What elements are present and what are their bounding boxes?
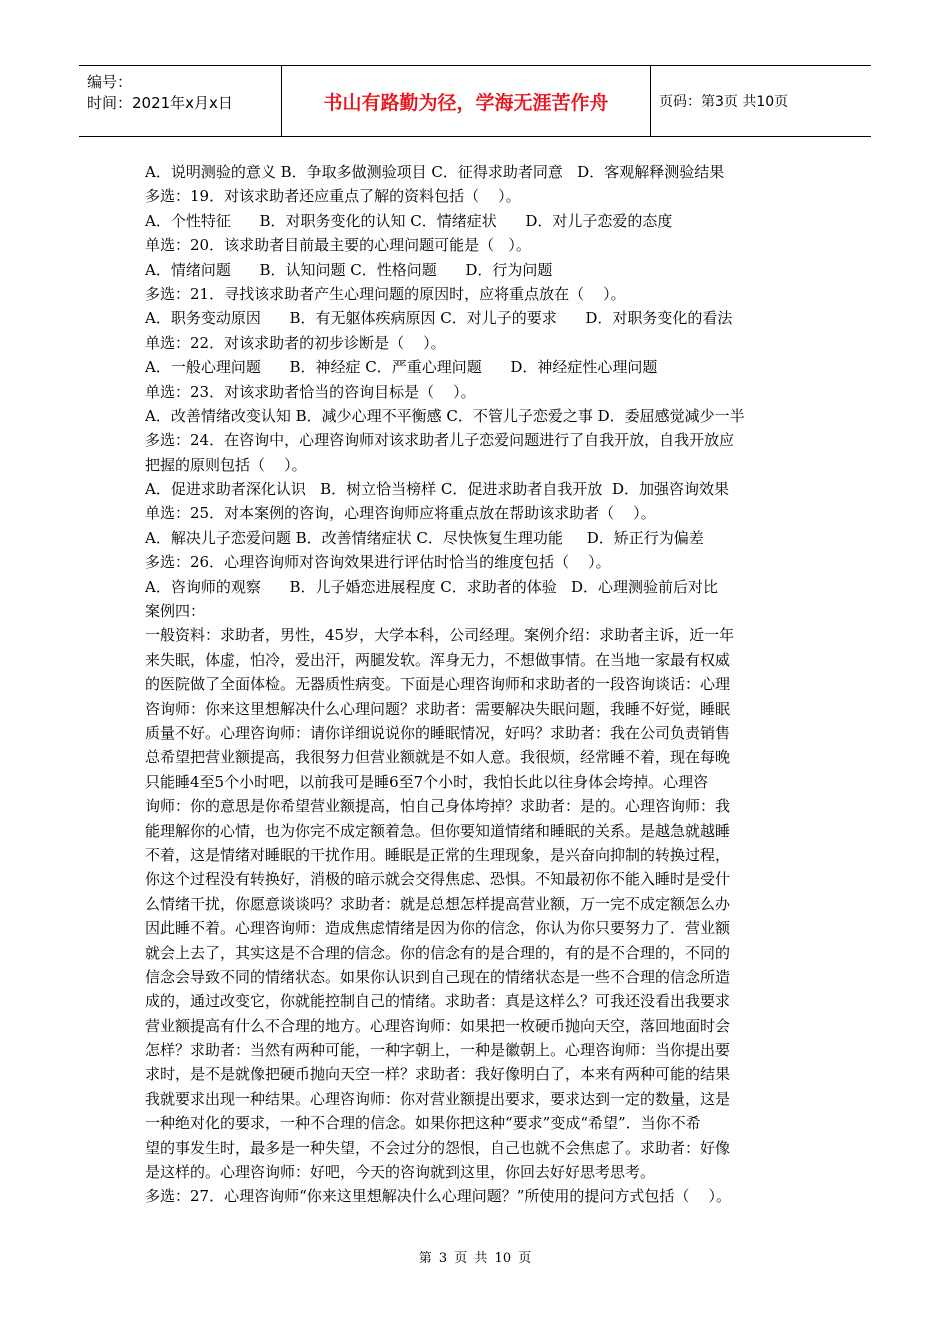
text-line: A．职务变动原因 B．有无躯体疾病原因 C．对儿子的要求 D．对职务变化的看法	[145, 309, 733, 328]
text-line: 总希望把营业额提高，我很努力但营业额就是不如人意。我很烦，经常睡不着，现在每晚	[145, 748, 731, 767]
text-line: 单选：23．对该求助者恰当的咨询目标是（ ）。	[145, 382, 476, 401]
text-line: 一种绝对化的要求，一种不合理的信念。如果你把这种“要求”变成“希望”．当你不希	[145, 1114, 701, 1133]
text-line: 求时，是不是就像把硬币抛向天空一样？求助者：我好像明白了，本来有两种可能的结果	[145, 1065, 731, 1084]
header-motto: 书山有路勤为径，学海无涯苦作舟	[282, 66, 651, 136]
text-line: 案例四：	[145, 602, 206, 621]
text-line: A．一般心理问题 B．神经症 C．严重心理问题 D．神经症性心理问题	[145, 358, 658, 377]
text-line: A．解决儿子恋爱问题 B．改善情绪症状 C．尽快恢复生理功能 D．矫正行为偏差	[145, 528, 704, 547]
text-line: 能理解你的心情，也为你完不成定额着急。但你要知道情绪和睡眠的关系。是越急就越睡	[145, 821, 731, 840]
text-line: 望的事发生时，最多是一种失望，不会过分的怨恨，自己也就不会焦虑了。求助者：好像	[145, 1138, 731, 1157]
text-line: 怎样？求助者：当然有两种可能，一种字朝上，一种是徽朝上。心理咨询师：当你提出要	[145, 1041, 731, 1060]
text-line: 单选：20．该求助者目前最主要的心理问题可能是（ ）。	[145, 236, 531, 255]
text-line: 询师：你的意思是你希望营业额提高，怕自己身体垮掉？求助者：是的。心理咨询师：我	[145, 797, 731, 816]
page-header	[79, 65, 871, 137]
text-line: 的医院做了全面体检。无器质性病变。下面是心理咨询师和求助者的一段咨询谈话：心理	[145, 675, 731, 694]
text-line: A．咨询师的观察 B．儿子婚恋进展程度 C．求助者的体验 D．心理测验前后对比	[145, 577, 719, 596]
text-line: 多选：21．寻找该求助者产生心理问题的原因时，应将重点放在（ ）。	[145, 284, 626, 303]
text-line: 是这样的。心理咨询师：好吧，今天的咨询就到这里，你回去好好思考思考。	[145, 1163, 656, 1182]
text-line: 多选：26．心理咨询师对咨询效果进行评估时恰当的维度包括（ ）。	[145, 553, 611, 572]
text-line: 就会上去了，其实这是不合理的信念。你的信念有的是合理的，有的是不合理的，不同的	[145, 943, 731, 962]
text-line: A．情绪问题 B．认知问题 C．性格问题 D．行为问题	[145, 260, 553, 279]
text-line: 把握的原则包括（ ）。	[145, 455, 307, 474]
text-line: 因此睡不着。心理咨询师：造成焦虑情绪是因为你的信念，你认为你只要努力了．营业额	[145, 919, 731, 938]
text-line: 信念会导致不同的情绪状态。如果你认识到自己现在的情绪状态是一些不合理的信念所造	[145, 967, 731, 986]
text-line: 单选：25．对本案例的咨询，心理咨询师应将重点放在帮助该求助者（ ）。	[145, 504, 656, 523]
text-line: 质量不好。心理咨询师：请你详细说说你的睡眠情况，好吗？求助者：我在公司负责销售	[145, 723, 731, 742]
time-label: 时间：2021年x月x日	[87, 94, 233, 112]
text-line: A．个性特征 B．对职务变化的认知 C．情绪症状 D．对儿子恋爱的态度	[145, 211, 673, 230]
text-line: 不着，这是情绪对睡眠的干扰作用。睡眠是正常的生理现象，是兴奋向抑制的转换过程，	[145, 845, 731, 864]
text-line: 多选：19．对该求助者还应重点了解的资料包括（ ）。	[145, 187, 521, 206]
header-meta	[79, 66, 282, 136]
text-line: 多选：27．心理咨询师“你来这里想解决什么心理问题？”所使用的提问方式包括（ ）。	[145, 1187, 731, 1206]
text-line: A．说明测验的意义 B．争取多做测验项目 C．征得求助者同意 D．客观解释测验结果	[145, 163, 725, 181]
text-line: 你这个过程没有转换好，消极的暗示就会交得焦虑、恐惧。不知最初你不能入睡时是受什	[145, 870, 731, 889]
text-line: 一般资料：求助者，男性，45岁，大学本科，公司经理。案例介绍：求助者主诉，近一年	[145, 626, 735, 645]
text-line: 我就要求出现一种结果。心理咨询师：你对营业额提出要求，要求达到一定的数量，这是	[145, 1089, 731, 1108]
text-line: 么情绪干扰，你愿意谈谈吗？求助者：就是总想怎样提高营业额，万一完不成定额怎么办	[145, 894, 731, 913]
text-line: 营业额提高有什么不合理的地方。心理咨询师：如果把一枚硬币抛向天空，落回地面时会	[145, 1016, 731, 1035]
text-line: A．促进求助者深化认识 B．树立恰当榜样 C．促进求助者自我开放 D．加强咨询效果	[145, 480, 729, 499]
text-line: 咨询师：你来这里想解决什么心理问题？求助者：需要解决失眠问题，我睡不好觉，睡眠	[145, 699, 731, 718]
text-line: 来失眠，体虚，怕冷，爱出汗，两腿发软。浑身无力，不想做事情。在当地一家最有权威	[145, 650, 731, 669]
page-footer: 第 3 页 共 10 页	[418, 1251, 532, 1266]
text-line: 多选：24．在咨询中，心理咨询师对该求助者儿子恋爱问题进行了自我开放，自我开放应	[145, 431, 735, 450]
number-label: 编号：	[87, 73, 133, 91]
text-line: A．改善情绪改变认知 B．减少心理不平衡感 C．不管儿子恋爱之事 D．委屈感觉减少一半	[145, 406, 745, 425]
header-page-label: 页码：第3页 共10页	[659, 94, 789, 110]
text-line: 只能睡4至5个小时吧，以前我可是睡6至7个小时，我怕长此以往身体会垮掉。心理咨	[145, 772, 709, 791]
document-body	[145, 160, 817, 1209]
text-line: 单选：22．对该求助者的初步诊断是（ ）。	[145, 333, 446, 352]
text-line: 成的，通过改变它，你就能控制自己的情绪。求助者：真是这样么？可我还没看出我要求	[145, 992, 731, 1011]
